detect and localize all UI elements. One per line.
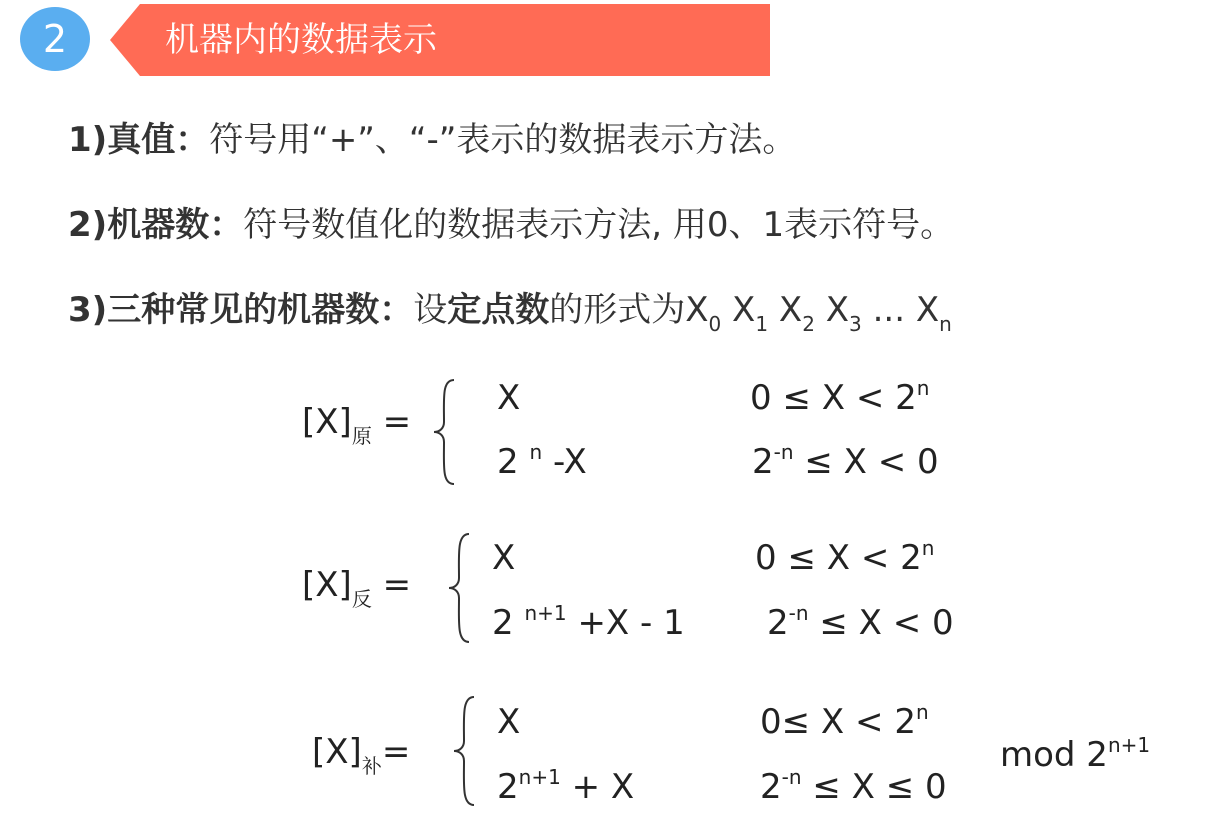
- case2-expression: $2^{n+1} + X$: [497, 765, 635, 807]
- case2-condition: $2^{-n} \le X < 0$: [752, 440, 939, 482]
- case1-expression: X: [497, 702, 521, 742]
- case1-condition: $0 \le X < 2^n$: [755, 536, 935, 578]
- left-brace: [450, 695, 480, 807]
- bullet-text: 符号用“+”、“-”表示的数据表示方法。: [209, 120, 797, 160]
- formula-lhs: $[X]_反$ =: [302, 565, 412, 611]
- bullet-label: 3)三种常见的机器数：: [68, 290, 414, 330]
- bullet-machine-number: [68, 197, 954, 246]
- modulus: mod $2^{n+1}$: [1000, 733, 1151, 775]
- left-brace: [445, 532, 475, 644]
- formula-lhs: $[X]_原$ =: [302, 402, 412, 448]
- case2-condition: $2^{-n} \le X < 0$: [767, 601, 954, 643]
- bullet-label: 1)真值：: [68, 120, 210, 160]
- case1-condition: $0 \le X < 2^n$: [750, 376, 930, 418]
- section-number-badge: [20, 7, 90, 71]
- fixed-point-form: $X_0$ $X_1$ $X_2$ $X_3$ ... $X_n$: [685, 290, 952, 336]
- bullet-true-value: [68, 112, 796, 161]
- case1-expression: X: [492, 538, 516, 578]
- case2-condition: $2^{-n} \le X \le 0$: [760, 765, 947, 807]
- bullet-text: 符号数值化的数据表示方法, 用0、1表示符号。: [243, 205, 955, 245]
- bullet-three-machine-numbers: [68, 282, 952, 336]
- bullet-text-post: 的形式为: [549, 290, 686, 330]
- bullet-text-pre: 设: [413, 290, 448, 330]
- left-brace: [430, 378, 460, 486]
- bullet-text-bold: 定点数: [447, 290, 550, 330]
- case1-condition: $0\le X < 2^n$: [760, 700, 929, 742]
- formula-lhs: $[X]_补=$: [312, 732, 411, 778]
- case2-expression: 2 $^{n+1}$ +X - 1: [492, 601, 685, 643]
- case2-expression: 2 $^n$ -X: [497, 440, 587, 482]
- section-number: 2: [42, 17, 68, 61]
- section-title: 机器内的数据表示: [165, 20, 437, 60]
- case1-expression: X: [497, 378, 521, 418]
- bullet-label: 2)机器数：: [68, 205, 244, 245]
